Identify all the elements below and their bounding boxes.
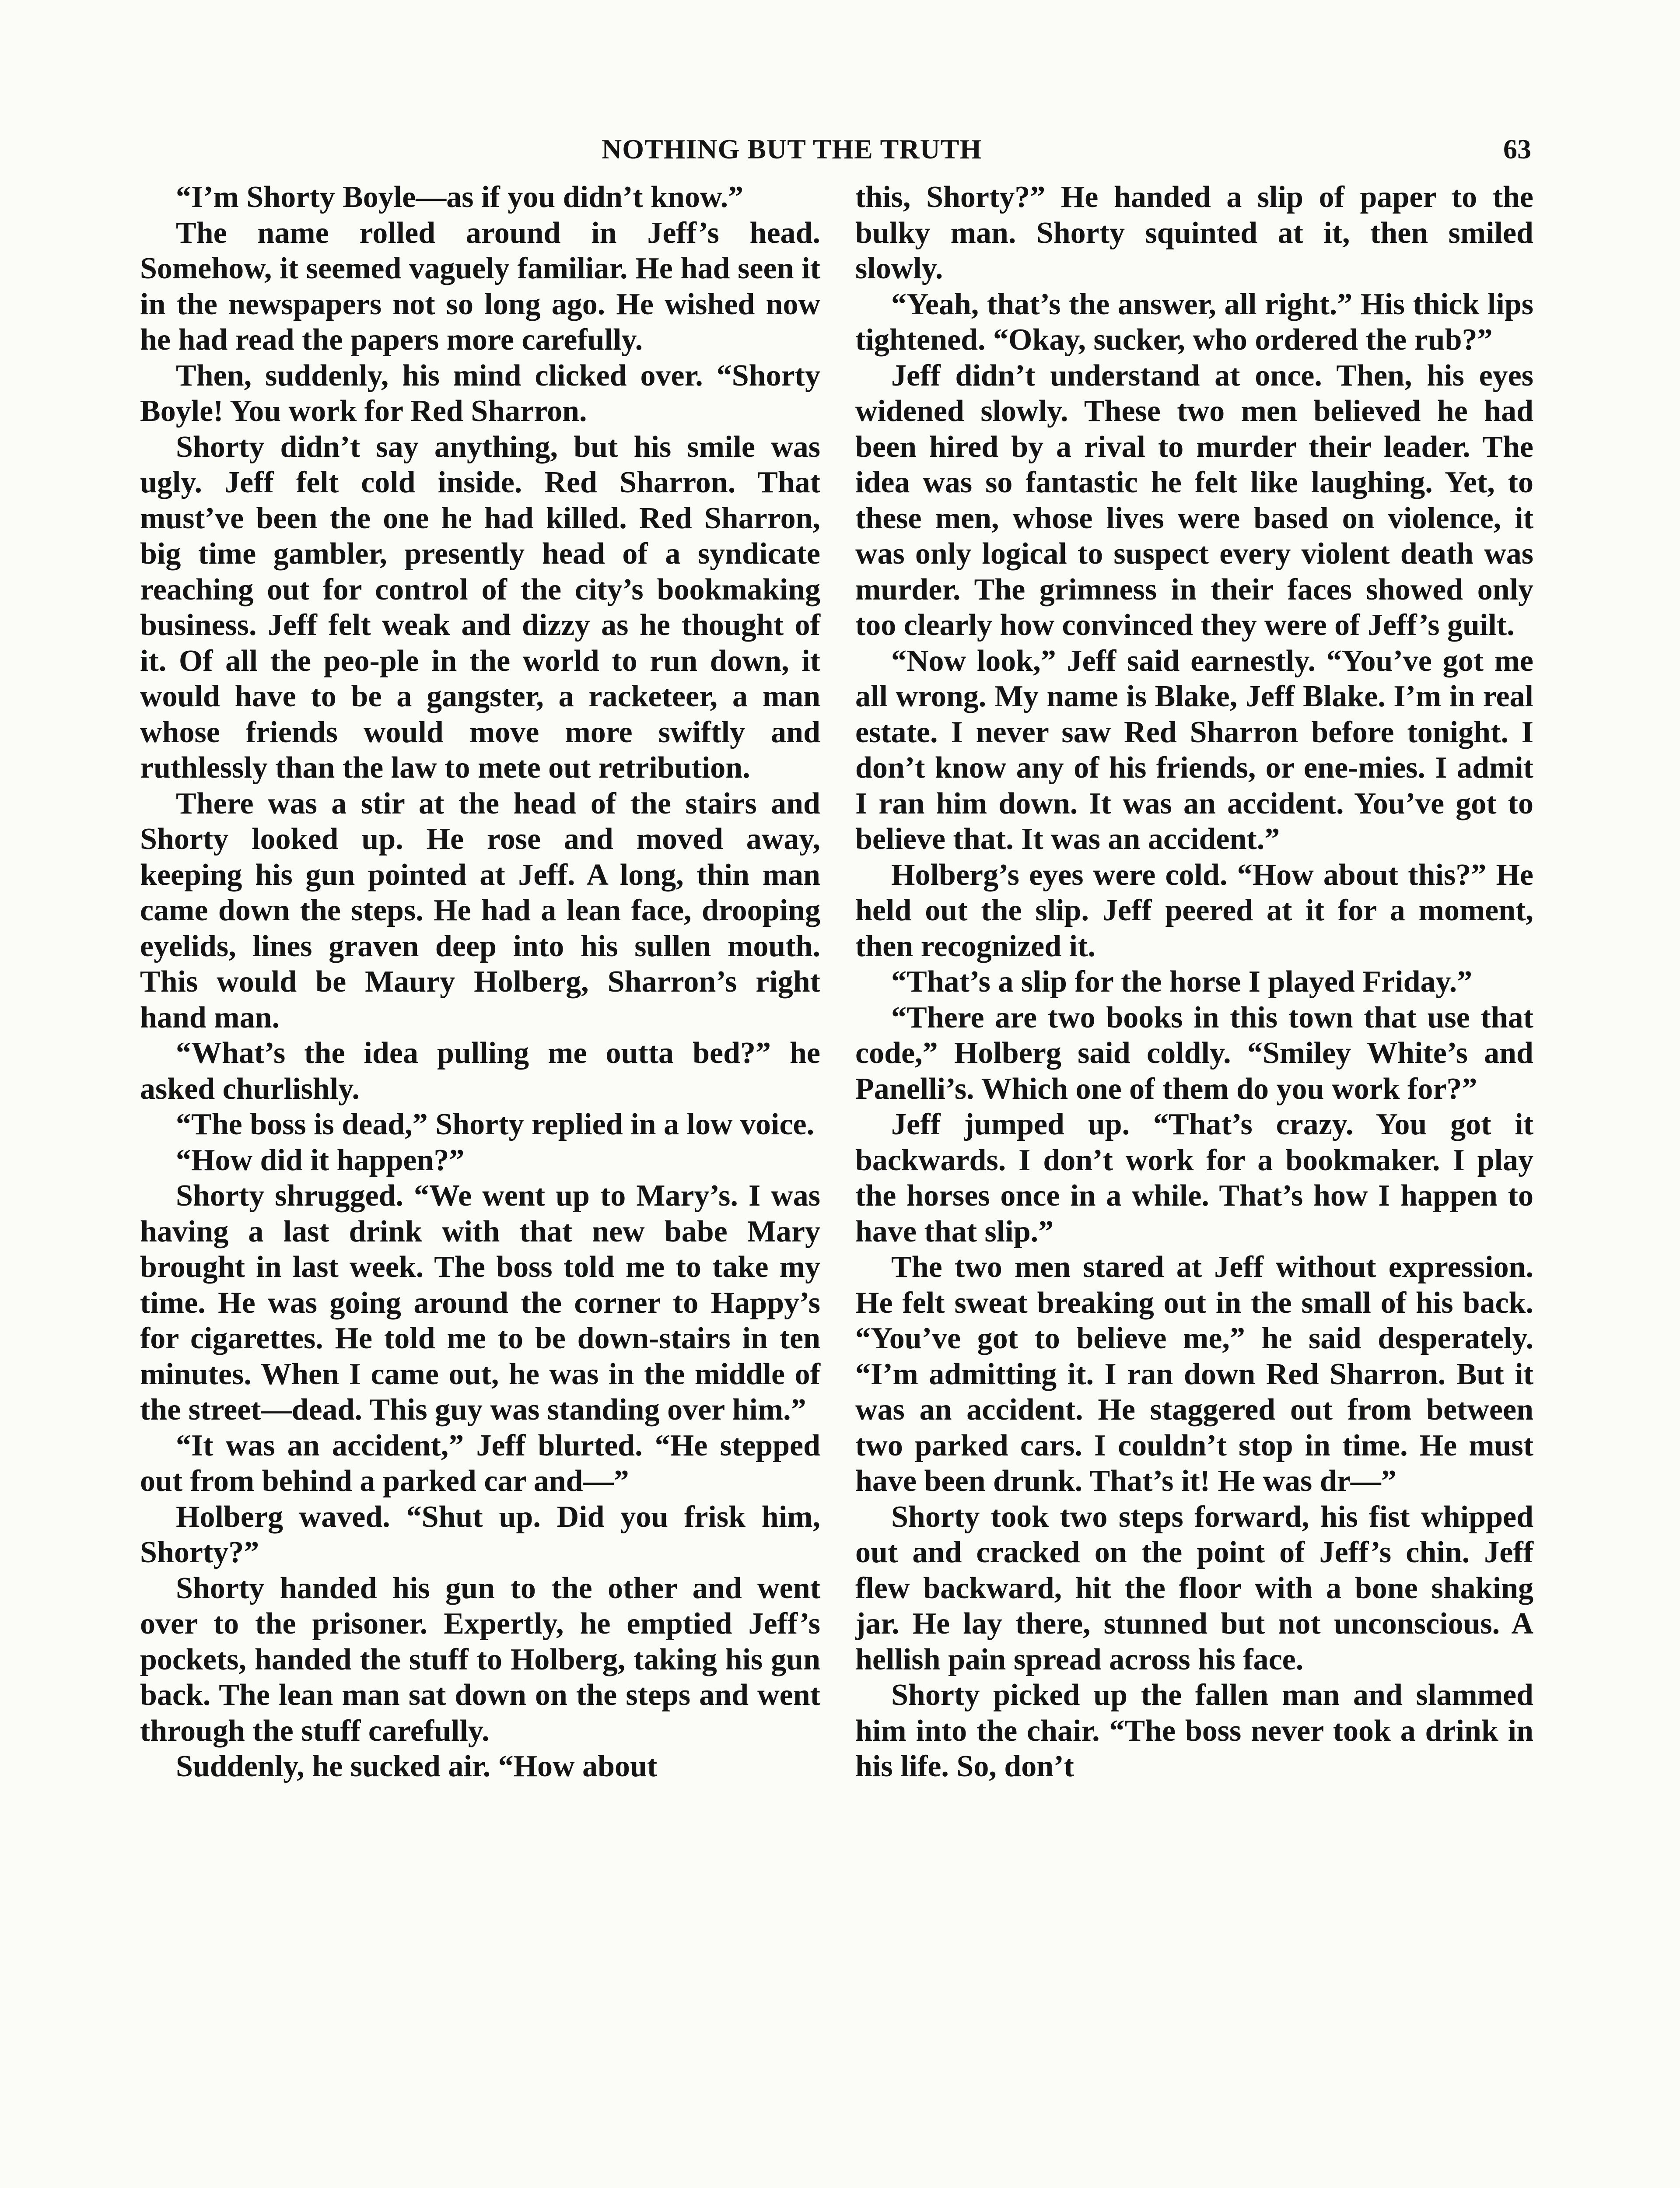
paragraph: Jeff didn’t understand at once. Then, his eyes widened slowly. These two men believed he had been hired by a rival to murder their leader. The idea was so fantastic he felt like laughing. Yet, to these men, whose lives were based on violence, it was only logical to suspect every violent death was murder. The grimness in their faces showed only too clearly how convinced they were of Jeff’s guilt. xyxy=(855,358,1533,642)
paragraph: Shorty handed his gun to the other and went over to the prisoner. Expertly, he emptied Jeff’s pockets, handed the stuff to Holberg, taking his gun back. The lean man sat down on the steps and went through the stuff carefully. xyxy=(140,1571,820,1748)
paragraph: “What’s the idea pulling me outta bed?” he asked churlishly. xyxy=(140,1036,820,1106)
paragraph: “That’s a slip for the horse I played Friday.” xyxy=(891,965,1473,999)
paragraph: The two men stared at Jeff without expression. He felt sweat breaking out in the small of his back. “You’ve got to believe me,” he said desperately. “I’m admitting it. I ran down Red Sharron. But it was an accident. He staggered out from between two parked cars. I couldn’t stop in time. He must have been drunk. That’s it! He was dr—” xyxy=(855,1250,1533,1498)
paragraph: Shorty didn’t say anything, but his smile was ugly. Jeff felt cold inside. Red Sharron. That must’ve been the one he had killed. Red Sharron, big time gambler, presently head of a syndicate reaching out for control of the city’s bookmaking business. Jeff felt weak and dizzy as he thought of it. Of all the peo-ple in the world to run down, it would have to be a gangster, a racketeer, a man whose friends would move more swiftly and ruthlessly than the law to mete out retribution. xyxy=(140,430,820,785)
paragraph: “It was an accident,” Jeff blurted. “He stepped out from behind a parked car and—” xyxy=(140,1428,820,1498)
paragraph: “The boss is dead,” Shorty replied in a low voice. xyxy=(176,1108,815,1141)
paragraph: “How did it happen?” xyxy=(176,1143,465,1177)
page-header xyxy=(140,133,1531,172)
paragraph: Holberg waved. “Shut up. Did you frisk him, Shorty?” xyxy=(140,1500,820,1569)
paragraph: Holberg’s eyes were cold. “How about this?” He held out the slip. Jeff peered at it for a moment, then recognized it. xyxy=(855,858,1533,963)
running-title: NOTHING BUT THE TRUTH xyxy=(602,133,982,165)
paragraph: “There are two books in this town that use that code,” Holberg said coldly. “Smiley White’s and Panelli’s. Which one of them do you work for?” xyxy=(855,1000,1533,1106)
paragraph: The name rolled around in Jeff’s head. Somehow, it seemed vaguely familiar. He had seen it in the newspapers not so long ago. He wished now he had read the papers more carefully. xyxy=(140,216,820,357)
paragraph: Suddenly, he sucked air. “How about xyxy=(176,1750,658,1783)
paragraph: Shorty took two steps forward, his fist whipped out and cracked on the point of Jeff’s chin. Jeff flew backward, hit the floor with a bone shaking jar. He lay there, stunned but not unconscious. A hellish pain spread across his face. xyxy=(855,1500,1533,1676)
page-number: 63 xyxy=(1503,133,1531,165)
paragraph: “Yeah, that’s the answer, all right.” His thick lips tightened. “Okay, sucker, who ordered the rub?” xyxy=(855,287,1533,357)
paragraph: “Now look,” Jeff said earnestly. “You’ve got me all wrong. My name is Blake, Jeff Blake. I’m in real estate. I never saw Red Sharron before tonight. I don’t know any of his friends, or ene-mies. I admit I ran him down. It was an accident. You’ve got to believe that. It was an accident.” xyxy=(855,644,1533,856)
paragraph: Shorty shrugged. “We went up to Mary’s. I was having a last drink with that new babe Mary brought in last week. The boss told me to take my time. He was going around the corner to Happy’s for cigarettes. He told me to be down-stairs in ten minutes. When I came out, he was in the middle of the street—dead. This guy was standing over him.” xyxy=(140,1179,820,1427)
left-column xyxy=(140,179,820,1785)
paragraph: Shorty picked up the fallen man and slammed him into the chair. “The boss never took a drink in his life. So, don’t xyxy=(855,1678,1533,1783)
paragraph: “I’m Shorty Boyle—as if you didn’t know.” xyxy=(176,180,744,214)
right-column xyxy=(855,179,1533,1785)
paragraph: There was a stir at the head of the stairs and Shorty looked up. He rose and moved away, keeping his gun pointed at Jeff. A long, thin man came down the steps. He had a lean face, drooping eyelids, lines graven deep into his sullen mouth. This would be Maury Holberg, Sharron’s right hand man. xyxy=(140,786,820,1034)
paragraph-continued: this, Shorty?” He handed a slip of paper to the bulky man. Shorty squinted at it, then smiled slowly. xyxy=(855,180,1533,285)
paragraph: Jeff jumped up. “That’s crazy. You got it backwards. I don’t work for a bookmaker. I play the horses once in a while. That’s how I happen to have that slip.” xyxy=(855,1108,1533,1248)
paragraph: Then, suddenly, his mind clicked over. “Shorty Boyle! You work for Red Sharron. xyxy=(140,358,820,428)
